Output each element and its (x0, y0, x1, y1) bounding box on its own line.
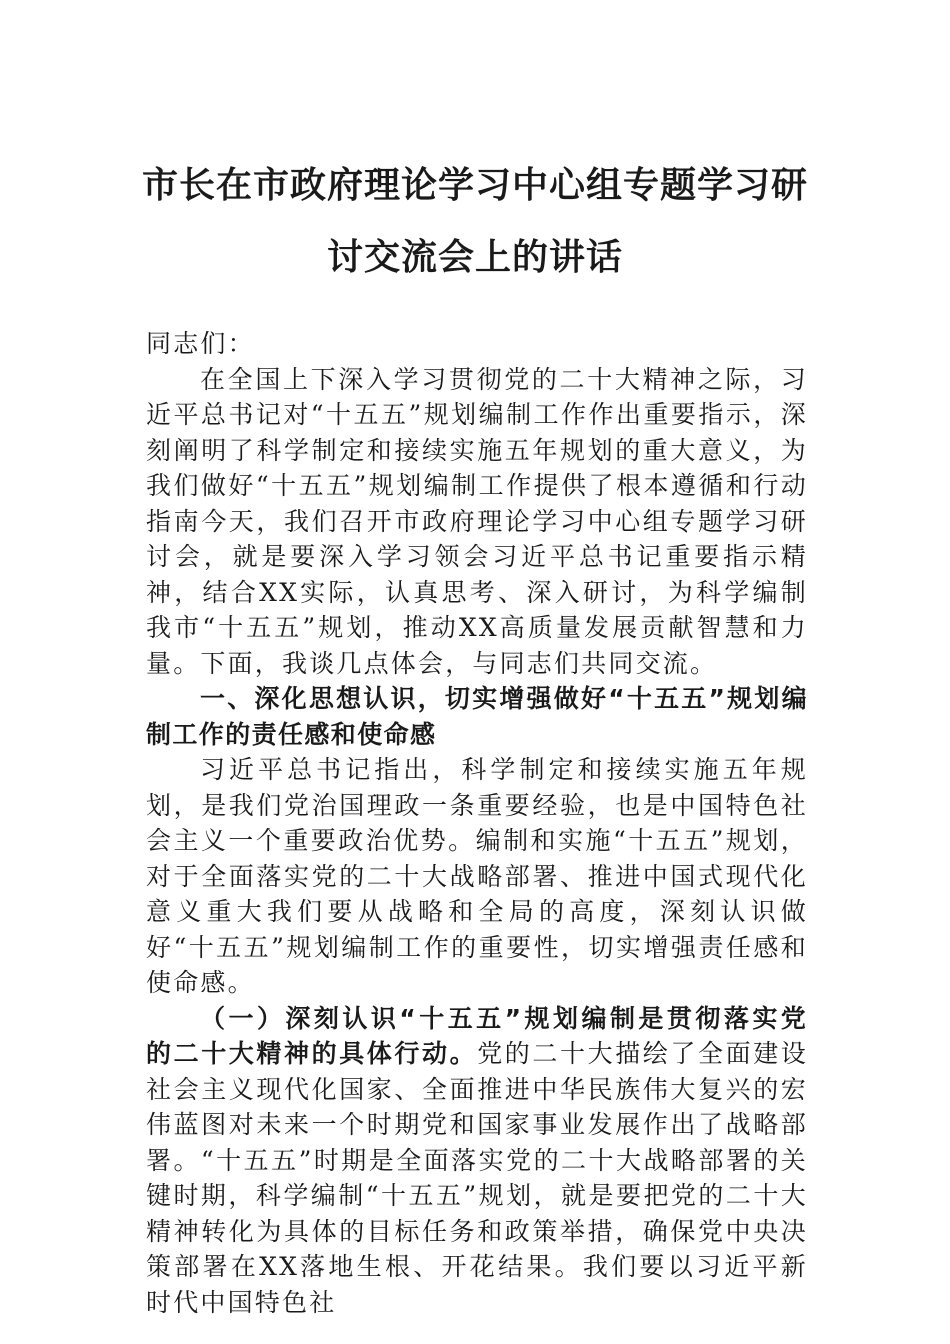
document-title (140, 150, 810, 294)
intro-paragraph: 在全国上下深入学习贯彻党的二十大精神之际，习近平总书记对“十五五”规划编制工作作出重要指示，深刻阐明了科学制定和接续实施五年规划的重大意义，为我们做好“十五五”规划编制工作提供了根本遵循和行动指南今天，我们召开市政府理论学习中心组专题学习研讨会，就是要深入学习领会习近平总书记重要指示精神，结合XX实际，认真思考、深入研讨，为科学编制我市“十五五”规划，推动XX高质量发展贡献智慧和力量。下面，我谈几点体会，与同志们共同交流。 (146, 364, 808, 678)
document-body (146, 326, 808, 1320)
subsection-paragraph-1 (146, 1001, 808, 1321)
section-paragraph-1: 习近平总书记指出，科学制定和接续实施五年规划，是我们党治国理政一条重要经验，也是中国特色社会主义一个重要政治优势。编制和实施“十五五”规划，对于全面落实党的二十大战略部署、推进中国式现代化意义重大我们要从战略和全局的高度，深刻认识做好“十五五”规划编制工作的重要性，切实增强责任感和使命感。 (146, 755, 808, 997)
section-heading-1: 一、深化思想认识，切实增强做好“十五五”规划编制工作的责任感和使命感 (146, 684, 808, 749)
salutation: 同志们： (146, 329, 255, 358)
title-line-2: 讨交流会上的讲话 (326, 237, 623, 278)
subsection-body-1: 党的二十大描绘了全面建设社会主义现代化国家、全面推进中华民族伟大复兴的宏伟蓝图对未来一个时期党和国家事业发展作出了战略部署。“十五五”时期是全面落实党的二十大战略部署的关键时期，科学编制“十五五”规划，就是要把党的二十大精神转化为具体的目标任务和政策举措，确保党中央决策部署在XX落地生根、开花结果。我们要以习近平新时代中国特色社 (146, 1039, 808, 1317)
title-line-1: 市长在市政府理论学习中心组专题学习研 (141, 165, 808, 206)
subsection-heading-1: （一）深刻认识“十五五”规划编制是贯彻落实党的二十大精神的具体行动。 (146, 1003, 808, 1068)
